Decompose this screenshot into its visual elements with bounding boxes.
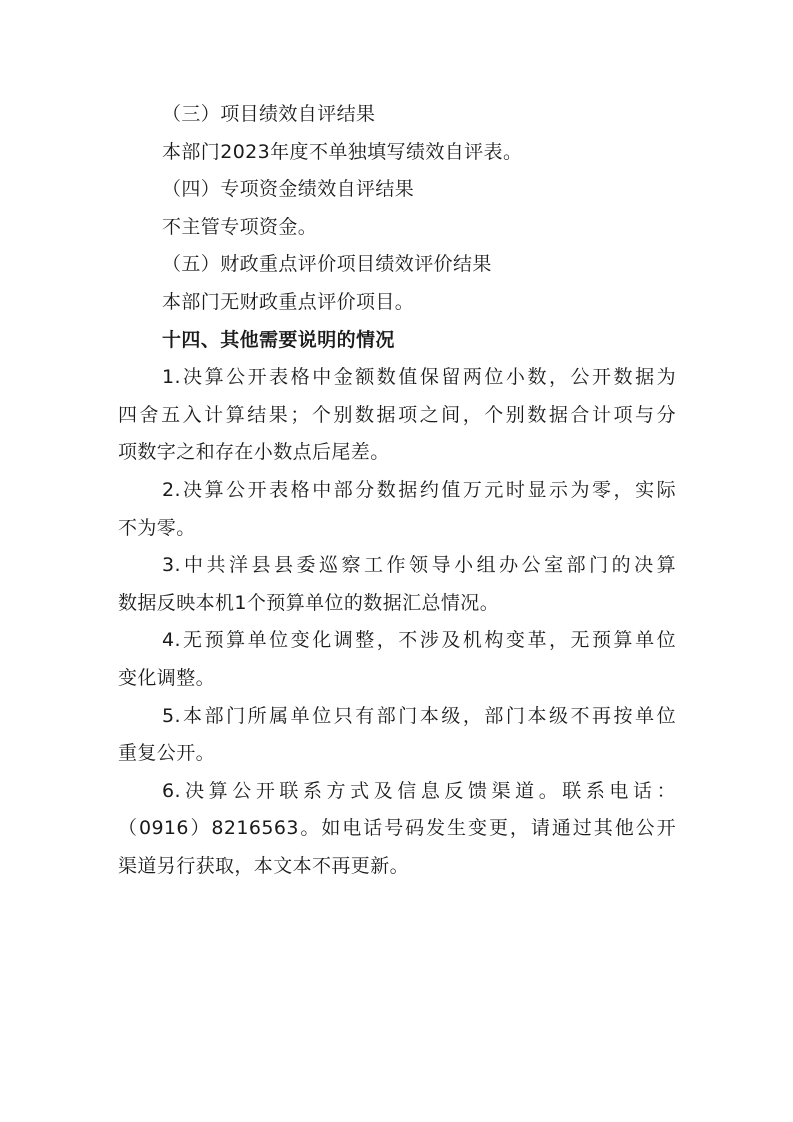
item-2-line-2: 不为零。 (118, 516, 196, 539)
document-body (118, 96, 676, 885)
item-4-line-2: 变化调整。 (118, 666, 216, 689)
item-6-line-3: 渠道另行获取，本文本不再更新。 (118, 854, 410, 877)
section-3-body: 本部门2023年度不单独填写绩效自评表。 (162, 140, 523, 163)
section-4-title: （四）专项资金绩效自评结果 (162, 178, 415, 201)
section-3-title: （三）项目绩效自评结果 (162, 103, 376, 125)
section-5-title: （五）财政重点评价项目绩效评价结果 (162, 253, 492, 276)
item-3-line-2: 数据反映本机1个预算单位的数据汇总情况。 (118, 591, 500, 614)
item-1-line-3: 项数字之和存在小数点后尾差。 (118, 441, 390, 464)
item-6-line-2: （0916）8216563。如电话号码发生变更，请通过其他公开 (118, 817, 676, 840)
item-1-line-1: 1.决算公开表格中金额数值保留两位小数，公开数据为 (162, 366, 676, 389)
item-1-line-2: 四舍五入计算结果；个别数据项之间，个别数据合计项与分 (118, 403, 676, 426)
item-4-line-1: 4.无预算单位变化调整，不涉及机构变革，无预算单位 (162, 629, 676, 652)
item-2-line-1: 2.决算公开表格中部分数据约值万元时显示为零，实际 (162, 478, 676, 501)
section-5-body: 本部门无财政重点评价项目。 (162, 290, 415, 313)
item-3-line-1: 3.中共洋县县委巡察工作领导小组办公室部门的决算 (162, 554, 676, 577)
section-14-title: 十四、其他需要说明的情况 (162, 328, 395, 351)
item-6-line-1: 6.决算公开联系方式及信息反馈渠道。联系电话： (162, 779, 676, 802)
item-5-line-1: 5.本部门所属单位只有部门本级，部门本级不再按单位 (162, 704, 676, 727)
section-4-body: 不主管专项资金。 (162, 215, 318, 238)
item-5-line-2: 重复公开。 (118, 742, 216, 765)
